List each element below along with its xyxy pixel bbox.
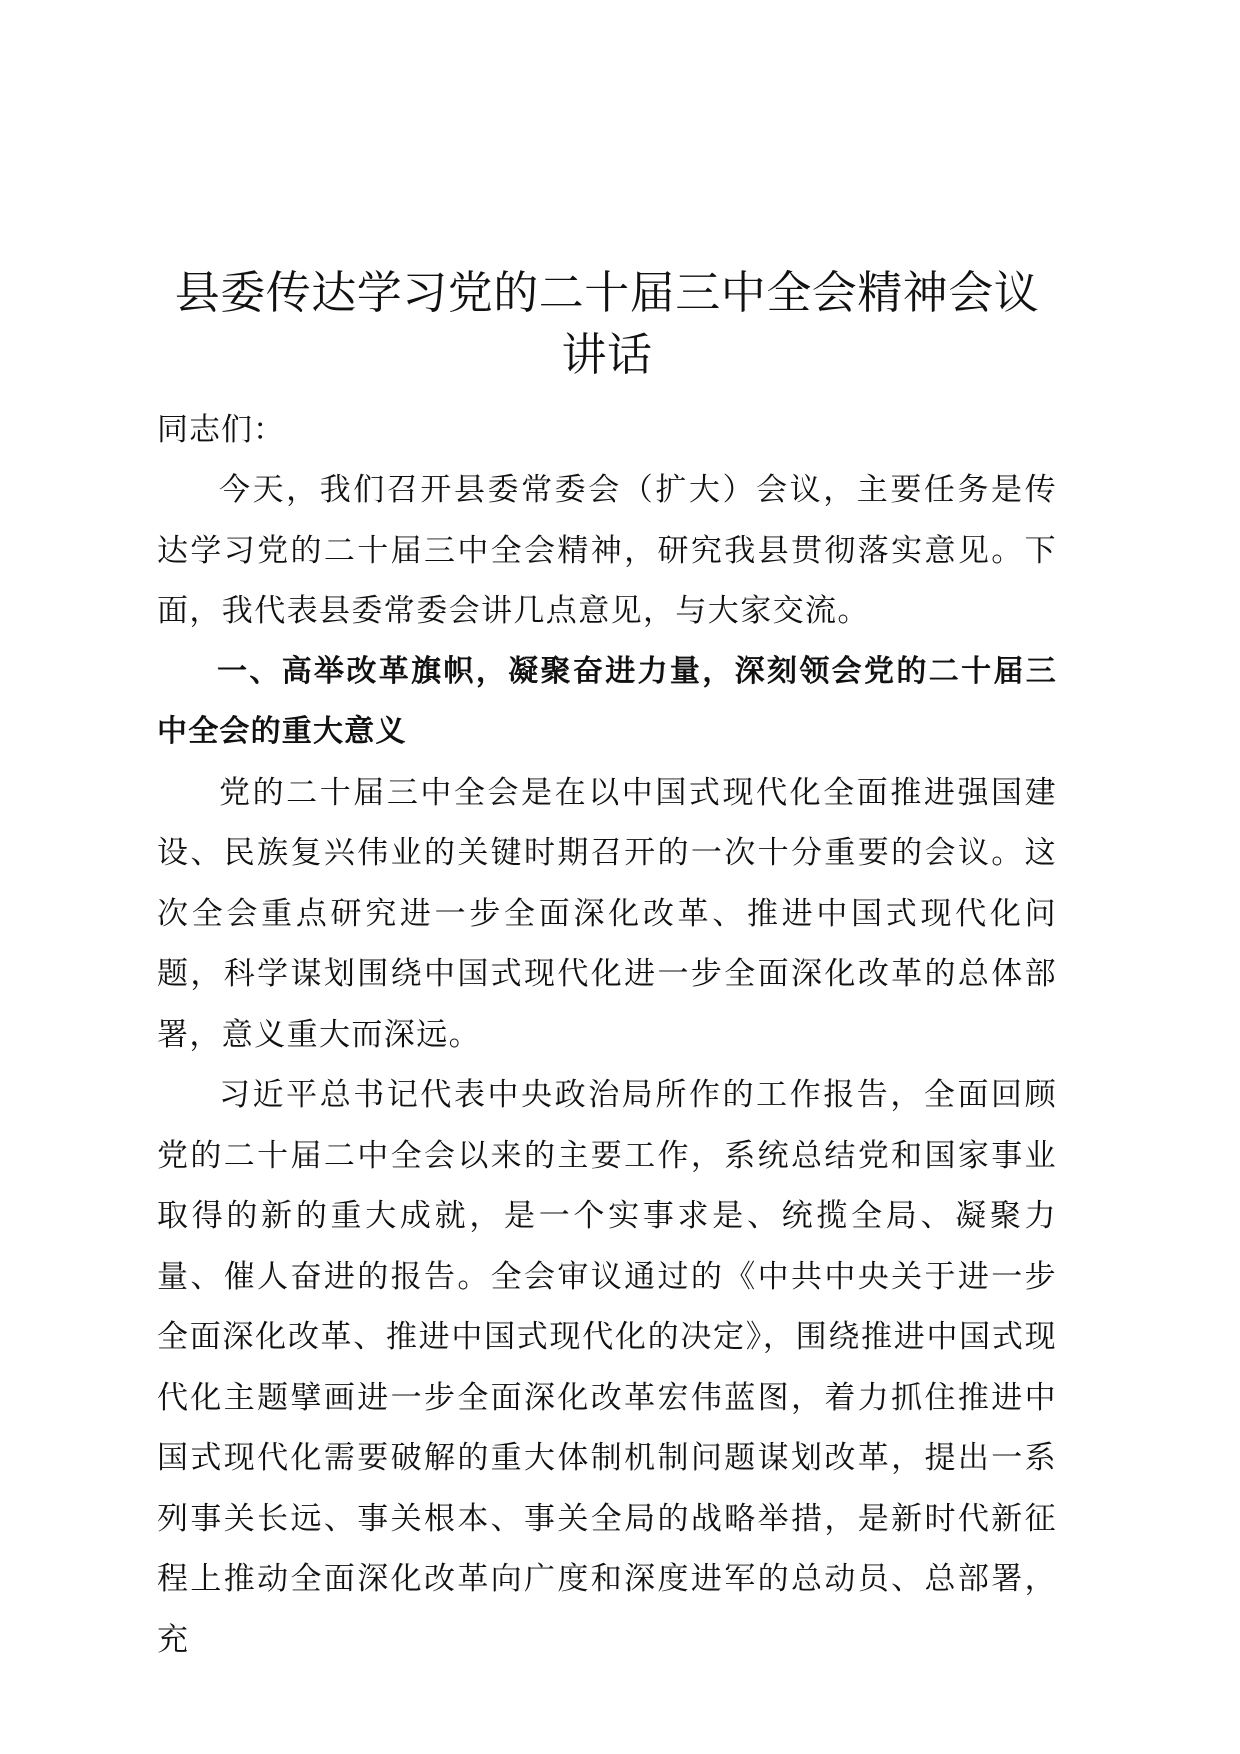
section-heading-1: 一、高举改革旗帜，凝聚奋进力量，深刻领会党的二十届三中全会的重大意义 bbox=[157, 653, 1057, 749]
paragraph-report: 习近平总书记代表中央政治局所作的工作报告，全面回顾党的二十届二中全会以来的主要工作，系统总结党和国家事业取得的新的重大成就，是一个实事求是、统揽全局、凝聚力量、催人奋进的报告。全会审议通过的《中共中央关于进一步全面深化改革、推进中国式现代化的决定》，围绕推进中国式现代化主题擘画进一步全面深化改革宏伟蓝图，着力抓住推进中国式现代化需要破解的重大体制机制问题谋划改革，提出一系列事关长远、事关根本、事关全局的战略举措，是新时代新征程上推动全面深化改革向广度和深度进军的总动员、总部署，充 bbox=[157, 1077, 1057, 1658]
salutation: 同志们： bbox=[157, 412, 285, 448]
paragraph-intro: 今天，我们召开县委常委会（扩大）会议，主要任务是传达学习党的二十届三中全会精神，研究我县贯彻落实意见。下面，我代表县委常委会讲几点意见，与大家交流。 bbox=[157, 472, 1057, 629]
paragraph-significance: 党的二十届三中全会是在以中国式现代化全面推进强国建设、民族复兴伟业的关键时期召开的一次十分重要的会议。这次全会重点研究进一步全面深化改革、推进中国式现代化问题，科学谋划围绕中国式现代化进一步全面深化改革的总体部署，意义重大而深远。 bbox=[157, 774, 1057, 1053]
document-title: 县委传达学习党的二十届三中全会精神会议讲话 bbox=[174, 266, 1040, 381]
document-body bbox=[157, 262, 1057, 1670]
